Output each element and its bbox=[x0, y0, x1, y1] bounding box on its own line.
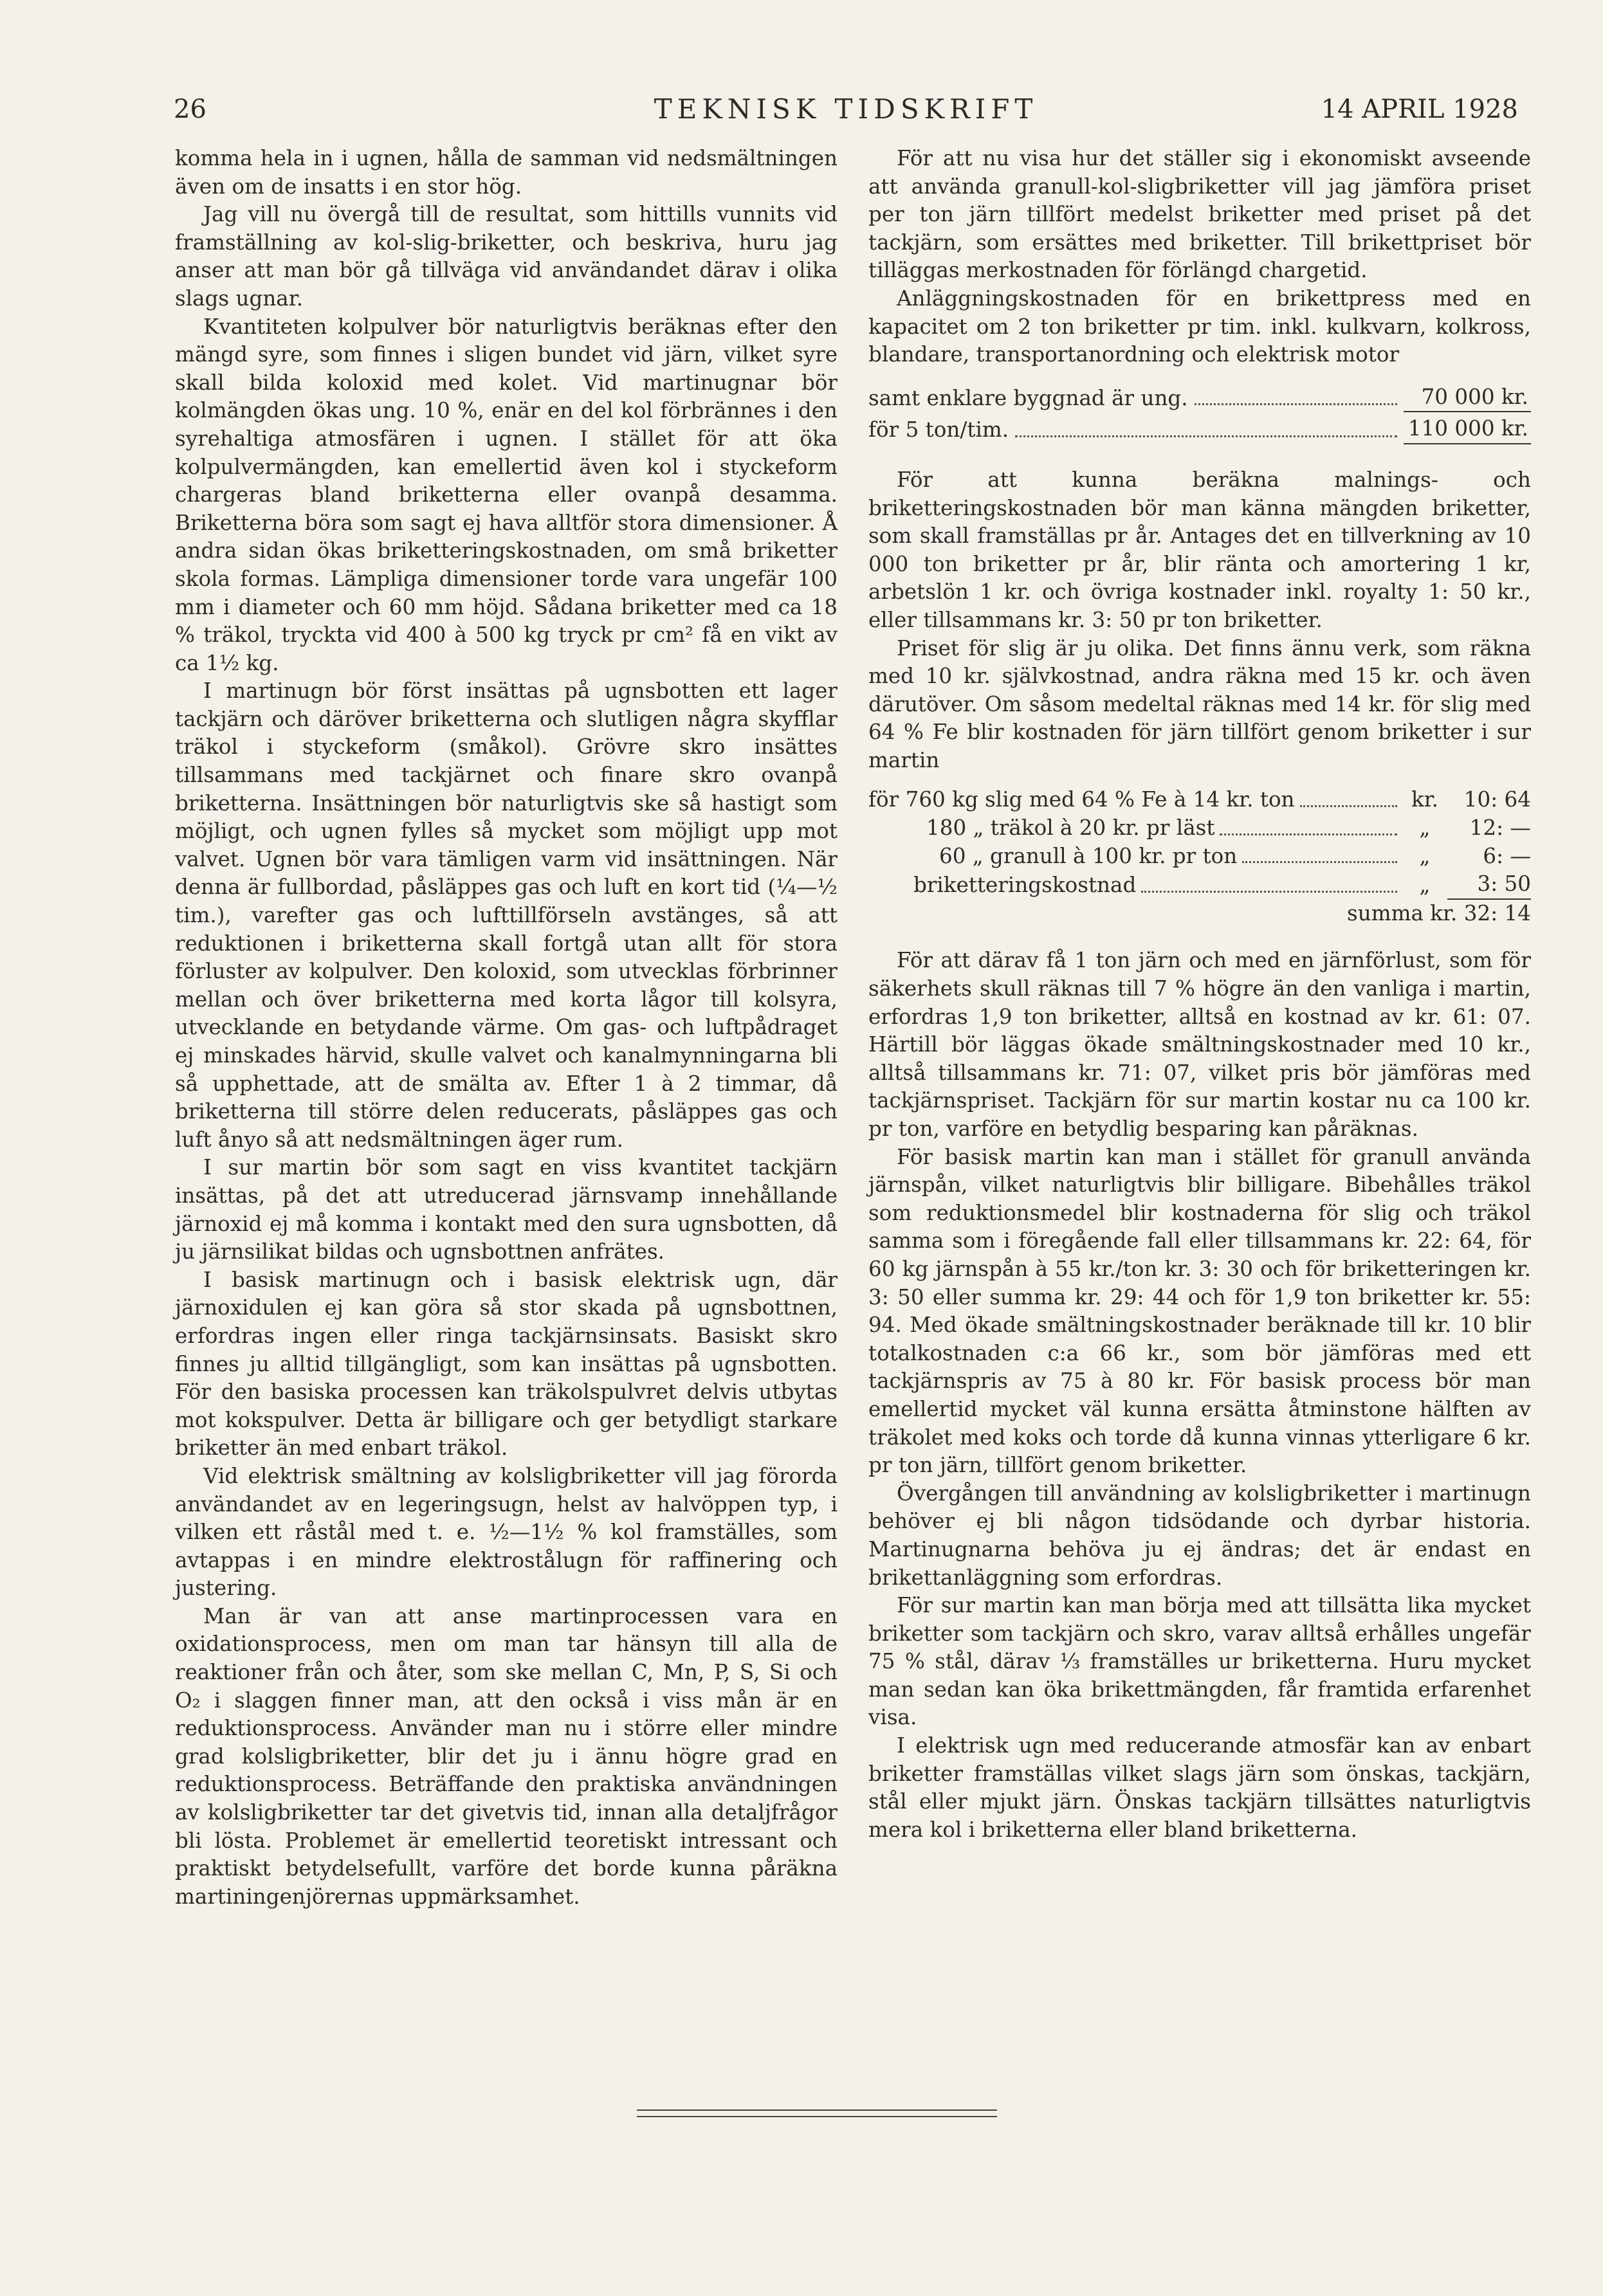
dot-leader bbox=[1220, 834, 1397, 835]
dot-leader bbox=[1015, 435, 1397, 437]
calc-amount: 6: — bbox=[1483, 843, 1531, 868]
paragraph: För basisk martin kan man i stället för granull använda järnspån, vilket naturligtvis blir billigare. Bibehålles träkol som reduktionsmedel blir kostnaderna för slig och träkol samma som i föregående fall eller tillsammans kr. 22: 64, för 60 kg järnspån à 55 kr./ton kr. 3: 30 och för briketteringen kr. 3: 50 eller summa kr. 29: 44 och för 1,9 ton briketter kr. 55: 94. Med ökade smältningskostnader beräknade till kr. 10 blir totalkostnaden c:a 66 kr., som bör jämföras med ett tackjärnspris av 75 à 80 kr. För basisk process bör man emellertid mycket väl kunna ersätta åtminstone hälften av träkolet med koks och torde då kunna vinnas ytterligare 6 kr. pr ton järn, tillfört genom briketter. bbox=[868, 1144, 1531, 1478]
calc-unit: kr. bbox=[1411, 787, 1439, 812]
cost-row bbox=[868, 383, 1531, 413]
calc-amount: 3: 50 bbox=[1447, 870, 1531, 900]
paragraph: Anläggningskostnaden för en brikettpress med en kapacitet om 2 ton briketter pr tim. inkl. kulkvarn, kolkross, blandare, transportanordning och elektrisk motor bbox=[868, 286, 1531, 367]
page-number: 26 bbox=[174, 95, 206, 124]
calc-label: 60 „ granull à 100 kr. pr ton bbox=[939, 843, 1238, 868]
paragraph: För att nu visa hur det ställer sig i ekonomiskt avseende att använda granull-kol-sligbriketter vill jag jämföra priset per ton järn tillfört medelst briketter med priset på det tackjärn, som ersättes med briketter. Till brikettpriset bör tilläggas merkostnaden för förlängd chargetid. bbox=[868, 146, 1531, 283]
cost-calculation bbox=[868, 786, 1531, 927]
calc-unit: „ bbox=[1419, 873, 1431, 898]
paragraph: För att kunna beräkna malnings- och briketteringskostnaden bör man känna mängden briketter, som skall framställas pr år. Antages det en tillverkning av 10 000 ton briketter pr år, blir ränta och amortering 1 kr, arbetslön 1 kr. och övriga kostnader inkl. royalty 1: 50 kr., eller tillsammans kr. 3: 50 pr ton briketter. bbox=[868, 467, 1531, 632]
cost-label: samt enklare byggnad är ung. bbox=[868, 385, 1188, 410]
calc-amount: 10: 64 bbox=[1463, 787, 1531, 812]
running-head bbox=[174, 90, 1518, 129]
paragraph: Vid elektrisk smältning av kolsligbriketter vill jag förorda användandet av en legeringsugn, helst av halvöppen typ, i vilken ett råstål med t. e. ½—1½ % kol framställes, som avtappas i en mindre elektrostålugn för raffinering och justering. bbox=[175, 1463, 838, 1601]
paragraph: För sur martin kan man börja med att tillsätta lika mycket briketter som tackjärn och skro, varav alltså erhålles ungefär 75 % stål, därav ⅓ framställes ur briketterna. Huru mycket man sedan kan öka brikettmängden, får framtida erfarenhet visa. bbox=[868, 1593, 1531, 1730]
paragraph: För att därav få 1 ton järn och med en järnförlust, som för säkerhets skull räknas till 7 % högre än den vanliga i martin, erfordras 1,9 ton briketter, alltså en kostnad av kr. 61: 07. Härtill bör läggas ökade smältningskostnader med 10 kr., alltså tillsammans kr. 71: 07, vilket pris bör jämföras med tackjärnspriset. Tackjärn för sur martin kostar nu ca 100 kr. pr ton, varföre en betydlig besparing kan påräknas. bbox=[868, 948, 1531, 1141]
paragraph: I martinugn bör först insättas på ugnsbotten ett lager tackjärn och däröver briketterna och slutligen några skyfflar träkol i styckeform (småkol). Grövre skro insättes tillsammans med tackjärnet och finare skro ovanpå briketterna. Insättningen bör naturligtvis ske så hastigt som möjligt, och ugnen fylles så mycket som möjligt upp mot valvet. Ugnen bör vara tämligen varm vid insättningen. När denna är fullbordad, påsläppes gas och luft en kort tid (¼—½ tim.), varefter gas och lufttillförseln avstänges, så att reduktionen i briketterna skall fortgå utan allt för stora förluster av kolpulver. Den koloxid, som utvecklas förbrinner mellan och över briketterna med korta lågor till kolsyra, utvecklande en betydande värme. Om gas- och luftpådraget ej minskades härvid, skulle valvet och kanalmynningarna bli så upphettade, att de smälta av. Efter 1 à 2 timmar, då briketterna till större delen reducerats, påsläppes gas och luft ånyo så att nedsmältningen äger rum. bbox=[175, 679, 838, 1152]
calc-sum: summa kr. 32: 14 bbox=[1347, 900, 1531, 925]
paragraph: komma hela in i ugnen, hålla de samman vid nedsmältningen även om de insatts i en stor hög. bbox=[175, 146, 838, 199]
paragraph: Övergången till användning av kolsligbriketter i martinugn behöver ej bli någon tidsödande och dyrbar historia. Martinugnarna behöva ju ej ändras; det är endast en brikettanläggning som erfordras. bbox=[868, 1481, 1531, 1590]
calc-row bbox=[868, 814, 1531, 843]
cost-label: för 5 ton/tim. bbox=[868, 417, 1009, 442]
paragraph: Priset för slig är ju olika. Det finns ännu verk, som räkna med 10 kr. självkostnad, andra räkna med 15 kr. och även därutöver. Om såsom medeltal räknas med 14 kr. för slig med 64 % Fe blir kostnaden för järn tillfört genom briketter i sur martin bbox=[868, 635, 1531, 772]
calc-row bbox=[868, 786, 1531, 814]
calc-unit: „ bbox=[1419, 843, 1431, 868]
end-rule bbox=[637, 2109, 997, 2117]
paragraph: I elektrisk ugn med reducerande atmosfär kan av enbart briketter framställas vilket slags järn som önskas, tackjärn, stål eller mjukt järn. Önskas tackjärn tillsättes naturligtvis mera kol i briketterna eller bland briketterna. bbox=[868, 1733, 1531, 1842]
dot-leader bbox=[1300, 805, 1397, 807]
calc-row bbox=[868, 843, 1531, 871]
calc-label: för 760 kg slig med 64 % Fe à 14 kr. ton bbox=[868, 787, 1295, 812]
paragraph: I sur martin bör som sagt en viss kvantitet tackjärn insättas, på det att utreducerad järnsvamp innehållande järnoxid ej må komma i kontakt med den sura ugnsbotten, då ju järnsilikat bildas och ugnsbottnen anfrätes. bbox=[175, 1155, 838, 1264]
paragraph: Jag vill nu övergå till de resultat, som hittills vunnits vid framställning av kol-slig-briketter, och beskriva, huru jag anser att man bör gå tillväga vid användandet därav i olika slags ugnar. bbox=[175, 202, 838, 311]
calc-label: briketteringskostnad bbox=[913, 873, 1137, 898]
dot-leader bbox=[1242, 861, 1397, 863]
cost-amount: 110 000 kr. bbox=[1404, 415, 1531, 444]
calc-unit: „ bbox=[1419, 815, 1431, 841]
dot-leader bbox=[1195, 403, 1397, 405]
calc-label: 180 „ träkol à 20 kr. pr läst bbox=[926, 815, 1215, 841]
calc-amount: 12: — bbox=[1469, 815, 1531, 841]
cost-amount: 70 000 kr. bbox=[1404, 383, 1531, 413]
paragraph: Man är van att anse martinprocessen vara en oxidationsprocess, men om man tar hänsyn till alla de reaktioner från och åter, som ske mellan C, Mn, P, S, Si och O₂ i slaggen finner man, att den också i viss mån är en reduktionsprocess. Använder man nu i större eller mindre grad kolsligbriketter, blir det ju i ännu högre grad en reduktionsprocess. Beträffande den praktiska användningen av kolsligbriketter tar det givetvis tid, innan alla detaljfrågor bli lösta. Problemet är emellertid teoretiskt intressant och praktiskt betydelsefullt, varföre det borde kunna påräkna martiningenjörernas uppmärksamhet. bbox=[175, 1603, 838, 1909]
issue-date: 14 APRIL 1928 bbox=[1321, 95, 1518, 124]
cost-row bbox=[868, 415, 1531, 444]
journal-title: TEKNISK TIDSKRIFT bbox=[654, 93, 1038, 125]
left-column bbox=[175, 145, 838, 1911]
right-column bbox=[868, 145, 1531, 1844]
paragraph: Kvantiteten kolpulver bör naturligtvis beräknas efter den mängd syre, som finnes i sligen bundet vid järn, vilket syre skall bilda koloxid med kolet. Vid martinugnar bör kolmängden ökas ung. 10 %, enär en del kol förbrännes i den syrehaltiga atmosfären i ugnen. I stället för att öka kolpulvermängden, kan emellertid även kol i styckeform chargeras bland briketterna eller ovanpå desamma. Briketterna böra som sagt ej hava alltför stora dimensioner. Å andra sidan ökas briketteringskostnaden, om små briketter skola formas. Lämpliga dimensioner torde vara ungefär 100 mm i diameter och 60 mm höjd. Sådana briketter med ca 18 % träkol, tryckta vid 400 à 500 kg tryck pr cm² få en vikt av ca 1½ kg. bbox=[175, 314, 838, 675]
paragraph: I basisk martinugn och i basisk elektrisk ugn, där järnoxidulen ej kan göra så stor skada på ugnsbottnen, erfordras ingen eller ringa tackjärnsinsats. Basiskt skro finnes ju alltid tillgängligt, som kan insättas på ugnsbotten. För den basiska processen kan träkolspulvret delvis utbytas mot kokspulver. Detta är billigare och ger betydligt starkare briketter än med enbart träkol. bbox=[175, 1267, 838, 1461]
calc-row bbox=[868, 870, 1531, 900]
dot-leader bbox=[1141, 891, 1397, 893]
